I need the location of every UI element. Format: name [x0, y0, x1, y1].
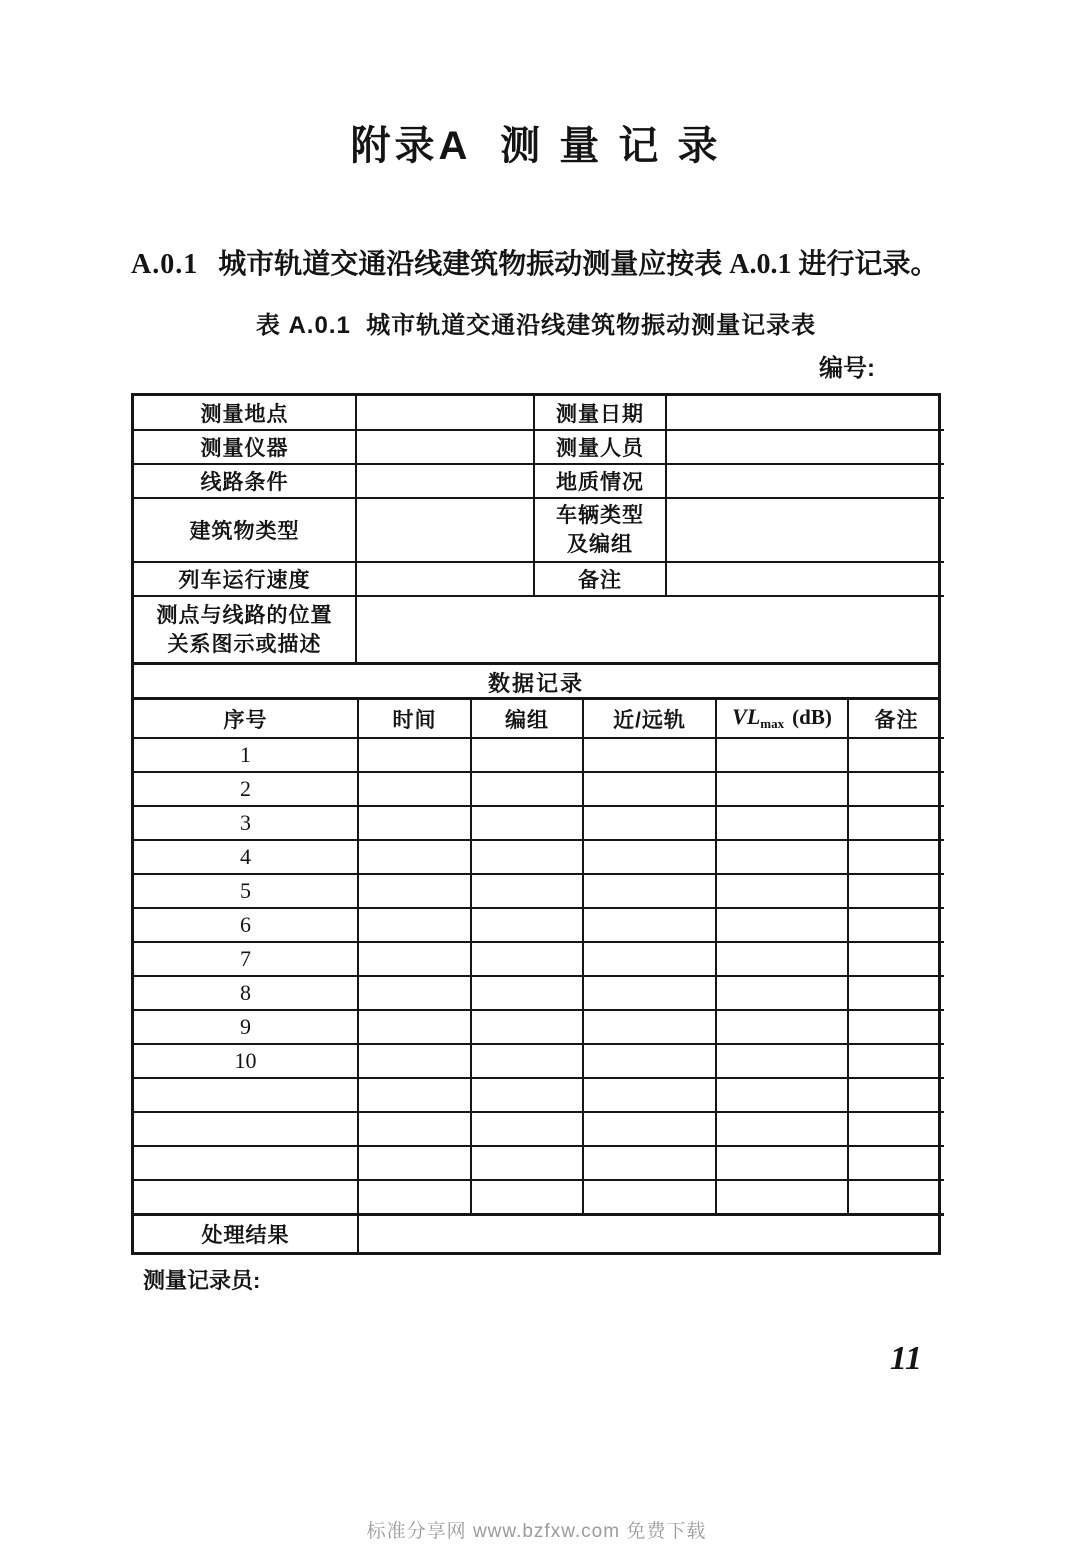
- info-label: 测量日期: [534, 396, 666, 430]
- info-label: 建筑物类型: [134, 498, 356, 562]
- clause-paragraph: [131, 240, 941, 289]
- vl-symbol: VL: [732, 704, 761, 730]
- col-header-track: 近/远轨: [583, 700, 716, 738]
- empty-cell: [848, 908, 944, 942]
- empty-cell: [358, 976, 471, 1010]
- info-label-line: 车辆类型: [556, 504, 644, 527]
- empty-cell: [358, 1180, 471, 1214]
- empty-cell: [716, 1044, 848, 1078]
- empty-cell: [583, 806, 716, 840]
- empty-cell: [358, 1112, 471, 1146]
- table-row: [134, 1146, 944, 1180]
- result-row: [134, 1214, 944, 1252]
- empty-cell: [471, 908, 583, 942]
- serial-cell: [134, 1078, 358, 1112]
- info-section: [134, 396, 944, 662]
- empty-cell: [358, 874, 471, 908]
- serial-cell: [134, 1146, 358, 1180]
- empty-cell: [716, 806, 848, 840]
- table-caption: 表 A.0.1 城市轨道交通沿线建筑物振动测量记录表: [255, 312, 817, 339]
- serial-cell: 2: [134, 772, 358, 806]
- col-header-serial: 序号: [134, 700, 358, 738]
- form-number-label: 编号:: [819, 355, 875, 382]
- empty-cell: [583, 874, 716, 908]
- table-row: [134, 562, 944, 596]
- table-row: [134, 396, 944, 430]
- empty-cell: [848, 1112, 944, 1146]
- empty-cell: [471, 1180, 583, 1214]
- info-value: [666, 396, 944, 430]
- serial-cell: 6: [134, 908, 358, 942]
- empty-cell: [583, 840, 716, 874]
- table-row: [134, 1112, 944, 1146]
- info-value: [356, 396, 534, 430]
- empty-cell: [848, 772, 944, 806]
- empty-cell: [716, 908, 848, 942]
- empty-cell: [358, 1146, 471, 1180]
- col-header-remark: 备注: [848, 700, 944, 738]
- empty-cell: [358, 1078, 471, 1112]
- table-row: [134, 874, 944, 908]
- position-label: [134, 596, 356, 662]
- table-row: [134, 806, 944, 840]
- clause-number: A.0.1: [131, 249, 199, 280]
- info-value: [666, 498, 944, 562]
- info-label: 列车运行速度: [134, 562, 356, 596]
- position-label-line: 关系图示或描述: [167, 632, 322, 656]
- empty-cell: [848, 1010, 944, 1044]
- page-title: 附录A 测 量 记 录: [350, 124, 722, 168]
- result-value: [358, 1214, 944, 1252]
- table-row: [134, 942, 944, 976]
- empty-cell: [716, 840, 848, 874]
- empty-cell: [583, 1044, 716, 1078]
- empty-cell: [358, 942, 471, 976]
- empty-cell: [471, 1010, 583, 1044]
- col-header-time: 时间: [358, 700, 471, 738]
- info-value: [356, 562, 534, 596]
- empty-cell: [848, 806, 944, 840]
- empty-cell: [848, 738, 944, 772]
- column-header-row: [134, 700, 944, 738]
- empty-cell: [583, 1146, 716, 1180]
- empty-cell: [583, 1112, 716, 1146]
- empty-cell: [716, 942, 848, 976]
- empty-cell: [358, 1044, 471, 1078]
- serial-cell: 4: [134, 840, 358, 874]
- empty-cell: [848, 874, 944, 908]
- empty-cell: [583, 738, 716, 772]
- empty-cell: [358, 1010, 471, 1044]
- serial-cell: 10: [134, 1044, 358, 1078]
- serial-cell: [134, 1180, 358, 1214]
- col-header-formation: 编组: [471, 700, 583, 738]
- empty-cell: [583, 1078, 716, 1112]
- empty-cell: [848, 942, 944, 976]
- table-row: [134, 1180, 944, 1214]
- table-row: [134, 976, 944, 1010]
- result-label: 处理结果: [134, 1214, 358, 1252]
- empty-cell: [716, 976, 848, 1010]
- table-row: [134, 738, 944, 772]
- empty-cell: [848, 840, 944, 874]
- empty-cell: [716, 1112, 848, 1146]
- info-label: 线路条件: [134, 464, 356, 498]
- table-row: [134, 1044, 944, 1078]
- empty-cell: [471, 976, 583, 1010]
- data-section: [134, 700, 944, 1252]
- empty-cell: [583, 976, 716, 1010]
- info-label: 测量仪器: [134, 430, 356, 464]
- empty-cell: [848, 1180, 944, 1214]
- empty-cell: [583, 942, 716, 976]
- table-row: [134, 840, 944, 874]
- empty-cell: [471, 772, 583, 806]
- data-record-section-header: 数据记录: [134, 662, 938, 700]
- empty-cell: [471, 1044, 583, 1078]
- empty-cell: [583, 772, 716, 806]
- table-row: [134, 1078, 944, 1112]
- table-row: [134, 1010, 944, 1044]
- empty-cell: [716, 738, 848, 772]
- position-label-line: 测点与线路的位置: [156, 603, 333, 627]
- serial-cell: 3: [134, 806, 358, 840]
- position-value: [356, 596, 944, 662]
- empty-cell: [848, 1078, 944, 1112]
- info-label: 测量地点: [134, 396, 356, 430]
- table-row: [134, 464, 944, 498]
- table-row: [134, 498, 944, 562]
- info-value: [666, 430, 944, 464]
- empty-cell: [358, 738, 471, 772]
- serial-cell: 1: [134, 738, 358, 772]
- info-value: [666, 562, 944, 596]
- page-number: 11: [889, 1340, 922, 1377]
- info-value: [356, 464, 534, 498]
- info-label: [534, 498, 666, 562]
- empty-cell: [471, 840, 583, 874]
- empty-cell: [358, 806, 471, 840]
- empty-cell: [358, 772, 471, 806]
- serial-cell: 7: [134, 942, 358, 976]
- empty-cell: [716, 1010, 848, 1044]
- table-row: [134, 908, 944, 942]
- empty-cell: [716, 772, 848, 806]
- info-label: 备注: [534, 562, 666, 596]
- empty-cell: [716, 874, 848, 908]
- empty-cell: [471, 738, 583, 772]
- footer-watermark: 标准分享网 www.bzfxw.com 免费下载: [366, 1521, 707, 1542]
- info-label-line: 及编组: [567, 533, 633, 556]
- info-value: [666, 464, 944, 498]
- empty-cell: [583, 908, 716, 942]
- empty-cell: [471, 874, 583, 908]
- empty-cell: [583, 1180, 716, 1214]
- recorder-label: 测量记录员:: [143, 1268, 261, 1293]
- serial-cell: 8: [134, 976, 358, 1010]
- empty-cell: [848, 976, 944, 1010]
- serial-cell: 5: [134, 874, 358, 908]
- empty-cell: [358, 908, 471, 942]
- table-row: [134, 596, 944, 662]
- vl-unit: (dB): [792, 705, 832, 730]
- document-page: [131, 0, 941, 1295]
- empty-cell: [471, 806, 583, 840]
- empty-cell: [716, 1180, 848, 1214]
- empty-cell: [716, 1078, 848, 1112]
- serial-cell: 9: [134, 1010, 358, 1044]
- empty-cell: [583, 1010, 716, 1044]
- clause-text: 城市轨道交通沿线建筑物振动测量应按表 A.0.1 进行记录。: [218, 249, 939, 280]
- empty-cell: [848, 1146, 944, 1180]
- empty-cell: [471, 1112, 583, 1146]
- table-row: [134, 430, 944, 464]
- empty-cell: [471, 1078, 583, 1112]
- data-rows: [134, 738, 944, 1214]
- vl-subscript: max: [760, 716, 785, 732]
- info-label: 地质情况: [534, 464, 666, 498]
- empty-cell: [471, 942, 583, 976]
- measurement-record-table: [131, 393, 941, 1255]
- empty-cell: [358, 840, 471, 874]
- info-value: [356, 498, 534, 562]
- col-header-vlmax: [716, 700, 848, 738]
- empty-cell: [848, 1044, 944, 1078]
- info-label: 测量人员: [534, 430, 666, 464]
- table-row: [134, 772, 944, 806]
- info-value: [356, 430, 534, 464]
- serial-cell: [134, 1112, 358, 1146]
- empty-cell: [716, 1146, 848, 1180]
- empty-cell: [471, 1146, 583, 1180]
